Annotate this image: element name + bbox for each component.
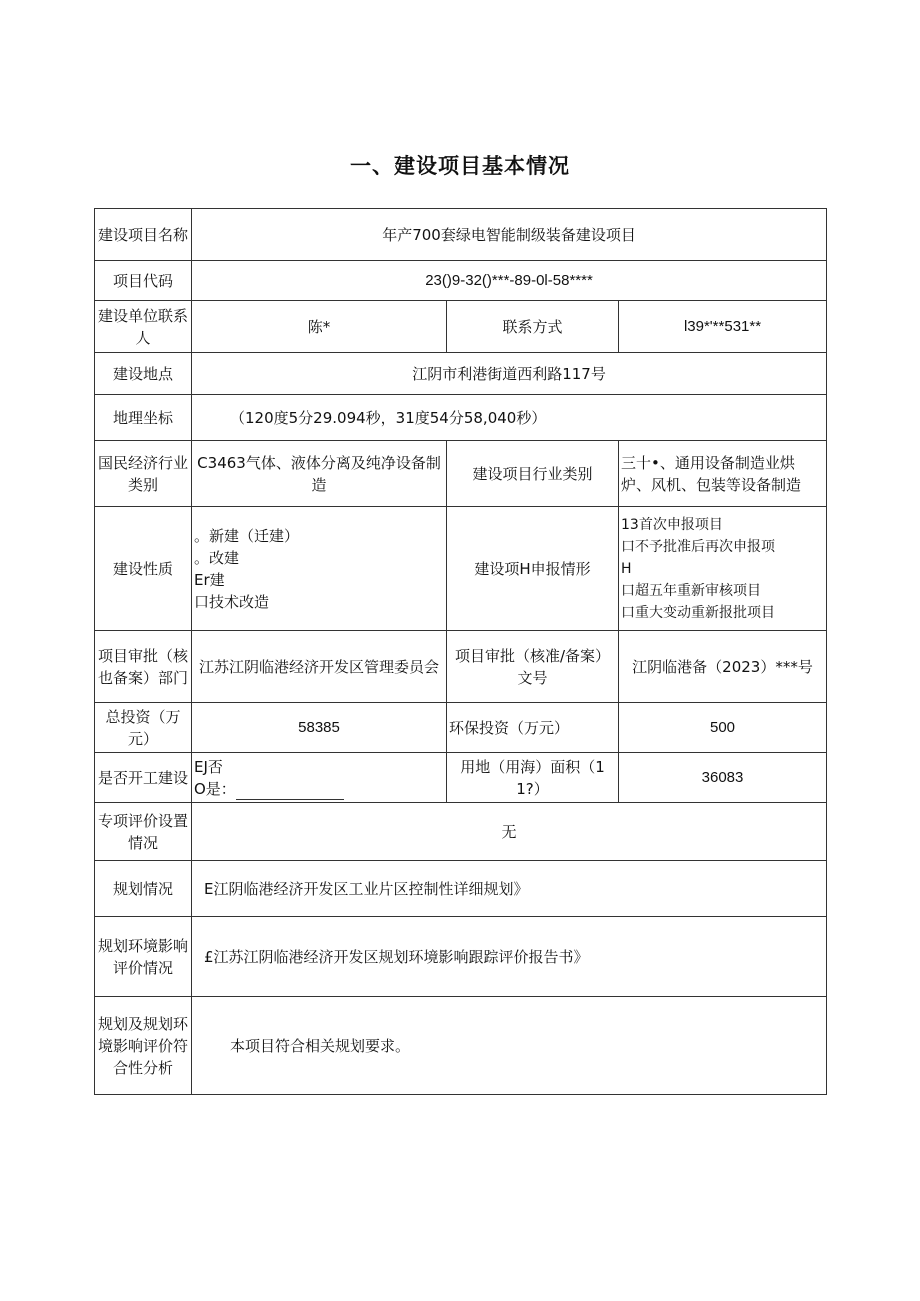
label-nature: 建设性质 <box>95 507 192 631</box>
value-conformity: 本项目符合相关规划要求。 <box>192 997 827 1095</box>
value-special-eval: 无 <box>192 803 827 861</box>
value-project-industry: 三十•、通用设备制造业烘炉、风机、包装等设备制造 <box>619 441 827 507</box>
table-row <box>95 917 827 997</box>
value-industry: C3463气体、液体分离及纯净设备制造 <box>192 441 447 507</box>
started-options <box>192 753 447 803</box>
table-row <box>95 861 827 917</box>
started-option-yes: O是： <box>194 779 236 798</box>
table-row <box>95 997 827 1095</box>
label-contact-method: 联系方式 <box>447 301 619 353</box>
nature-option-tech: 口技术改造 <box>194 592 270 611</box>
table-row <box>95 703 827 753</box>
declaration-option-resubmit-cont: H <box>621 560 632 577</box>
table-row <box>95 353 827 395</box>
label-land-area: 用地（用海）面积（11?） <box>447 753 619 803</box>
value-contact-person: 陈* <box>192 301 447 353</box>
label-project-industry: 建设项目行业类别 <box>447 441 619 507</box>
page-title: 一、建设项目基本情况 <box>350 154 570 178</box>
value-contact-method: l39*'**531** <box>619 301 827 353</box>
table-row <box>95 631 827 703</box>
label-approval-dept: 项目审批（核也备案）部门 <box>95 631 192 703</box>
nature-option-new: 。新建（迁建） <box>194 526 300 545</box>
value-location: 江阴市利港街道西利路117号 <box>192 353 827 395</box>
started-date-blank <box>236 784 344 800</box>
label-contact-person: 建设单位联系人 <box>95 301 192 353</box>
label-project-name: 建设项目名称 <box>95 209 192 261</box>
declaration-option-resubmit: 口不予批准后再次申报项 <box>621 538 775 555</box>
label-declaration: 建设项H申报情形 <box>447 507 619 631</box>
table-row <box>95 395 827 441</box>
table-row <box>95 753 827 803</box>
value-env-investment: 500 <box>619 703 827 753</box>
value-planning-eia: £江苏江阴临港经济开发区规划环境影响跟踪评价报告书》 <box>192 917 827 997</box>
value-planning: E江阴临港经济开发区工业片区控制性详细规划》 <box>192 861 827 917</box>
table-row <box>95 441 827 507</box>
project-info-table <box>94 208 827 1095</box>
value-land-area: 36083 <box>619 753 827 803</box>
label-project-code: 项目代码 <box>95 261 192 301</box>
label-approval-no: 项目审批（核准/备案）文号 <box>447 631 619 703</box>
label-env-investment: 环保投资（万元） <box>447 703 619 753</box>
nature-options <box>192 507 447 631</box>
value-coordinates: （120度5分29.094秒，31度54分58,040秒） <box>192 395 827 441</box>
label-planning-eia: 规划环境影响评价情况 <box>95 917 192 997</box>
value-project-code: 23()9-32()***-89-0l-58**** <box>192 261 827 301</box>
table-row <box>95 301 827 353</box>
nature-option-rebuild: 。改建 <box>194 548 240 567</box>
declaration-option-first: 13首次申报项目 <box>621 516 723 533</box>
label-started: 是否开工建设 <box>95 753 192 803</box>
label-special-eval: 专项评价设置情况 <box>95 803 192 861</box>
table-row <box>95 803 827 861</box>
table-row <box>95 209 827 261</box>
nature-option-expand: Er建 <box>194 570 225 589</box>
value-total-investment: 58385 <box>192 703 447 753</box>
value-approval-no: 江阴临港备（2023）***号 <box>619 631 827 703</box>
declaration-option-major-change: 口重大变动重新报批项目 <box>621 604 775 621</box>
label-industry: 国民经济行业类别 <box>95 441 192 507</box>
label-total-investment: 总投资（万元） <box>95 703 192 753</box>
label-conformity: 规划及规划环境影响评价符合性分析 <box>95 997 192 1095</box>
value-approval-dept: 江苏江阴临港经济开发区管理委员会 <box>192 631 447 703</box>
label-planning: 规划情况 <box>95 861 192 917</box>
table-row <box>95 261 827 301</box>
declaration-option-five-years: 口超五年重新审核项目 <box>621 582 761 599</box>
declaration-options <box>619 507 827 631</box>
label-location: 建设地点 <box>95 353 192 395</box>
value-project-name: 年产700套绿电智能制级装备建设项目 <box>192 209 827 261</box>
label-coordinates: 地理坐标 <box>95 395 192 441</box>
started-option-no: EJ否 <box>194 757 223 776</box>
table-row <box>95 507 827 631</box>
